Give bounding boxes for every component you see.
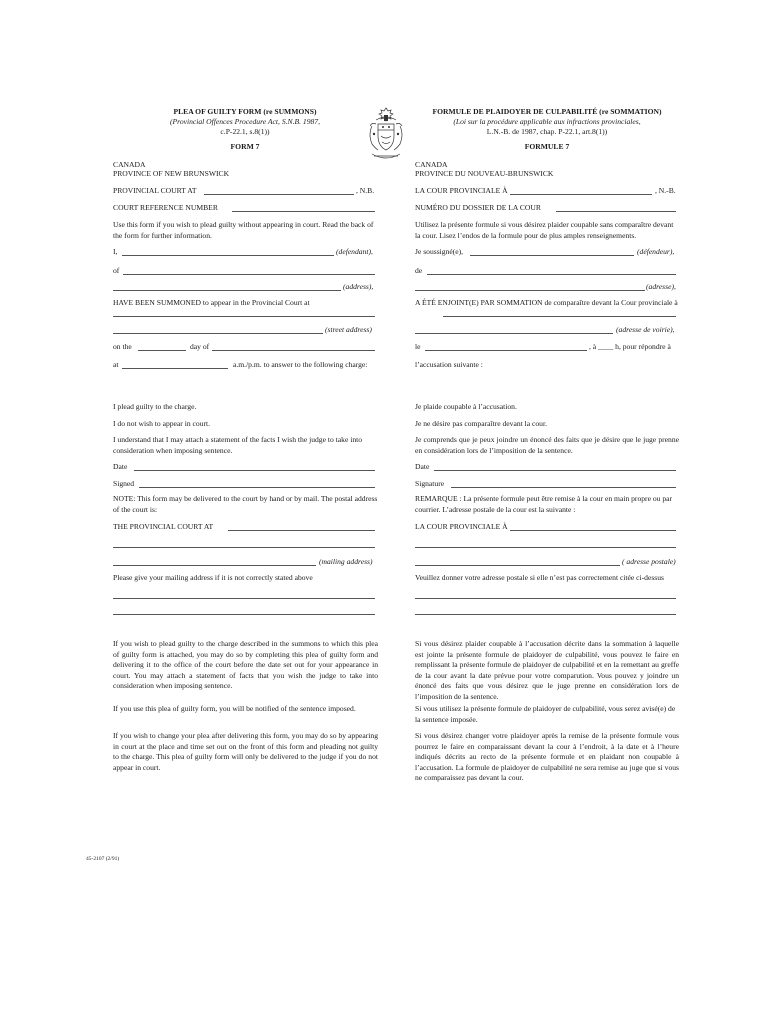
- en-time-line: [122, 368, 228, 369]
- en-own-mailing-line-1: [113, 598, 375, 599]
- en-at-label: at: [113, 360, 119, 369]
- en-mail-court-line: [228, 530, 375, 531]
- en-mailing-note: Please give your mailing address if it is not correctly stated above: [113, 573, 313, 582]
- en-day-line: [138, 350, 186, 351]
- fr-subtitle-line2: L.N.-B. de 1987, chap. P-22.1, art.8(1)): [486, 127, 608, 136]
- fr-signature-line: [451, 487, 676, 488]
- fr-address-line-2: [415, 290, 645, 291]
- new-brunswick-coat-of-arms-icon: [364, 106, 408, 162]
- fr-intro: Utilisez la présente formule si vous désirez plaider coupable sans comparaître devant la cour. Lisez l’endos de la formule pour de plus amples renseignements.: [415, 220, 674, 240]
- fr-court-street-line-2: [415, 333, 613, 334]
- en-mailing-line-2: [113, 565, 316, 566]
- fr-info-2: Si vous utilisez la présente formule de plaidoyer de culpabilité, vous serez avisé(e) de la sentence imposée.: [415, 704, 676, 724]
- fr-court-street-line-1: [443, 316, 676, 317]
- fr-address-label: (adresse),: [646, 282, 676, 291]
- en-mailing-label: (mailing address): [319, 557, 373, 566]
- en-subtitle-line2: c.P-22.1, s.8(1)): [220, 127, 270, 136]
- en-court-street-line-2: [113, 333, 323, 334]
- fr-address-line-1: [427, 274, 676, 275]
- en-date-label: Date: [113, 462, 128, 471]
- fr-date-appearance-line: [425, 350, 587, 351]
- en-intro: Use this form if you wish to plead guilty without appearing in court. Read the back of the form for further information.: [113, 220, 374, 240]
- fr-date-label: Date: [415, 462, 430, 471]
- fr-info-3: Si vous désirez changer votre plaidoyer après la remise de la présente formule vous pourrez le faire en comparaissant devant la cour à l’endroit, à la date et à l’heure indiqués décrits au recto de la présente formule et en plaidant non coupable à l’accusation. La formule de plaidoyer de culpabilité ne sera remise au juge que si vous ne comparaissez pas devant la cour.: [415, 731, 679, 782]
- fr-mailing-line-1: [415, 547, 676, 548]
- en-court-at-caps: THE PROVINCIAL COURT AT: [113, 522, 214, 531]
- fr-court-at-label: LA COUR PROVINCIALE À: [415, 186, 508, 195]
- en-ampm-text: a.m./p.m. to answer to the following charge:: [233, 360, 368, 369]
- fr-canada: CANADA: [415, 160, 448, 169]
- en-summoned: HAVE BEEN SUMMONED to appear in the Provincial Court at: [113, 298, 310, 307]
- fr-le-label: le: [415, 342, 421, 351]
- en-defendant-line: [122, 255, 334, 256]
- en-info-3: If you wish to change your plea after delivering this form, you may do so by appearing in court at the place and time set out on the front of this form and pleading not guilty to the charge. This plea of guilty form will only be delivered to the judge if you do not appear in court.: [113, 731, 378, 772]
- form-code: 45-2107 (2/91): [86, 856, 120, 862]
- en-court-location-line: [204, 194, 354, 195]
- fr-understand: Je comprends que je peux joindre un énoncé des faits que je désire que le juge prenne en considération lors de l’imposition de la sentence.: [415, 435, 679, 455]
- fr-mailing-line-2: [415, 565, 620, 566]
- en-address-line-2: [113, 290, 341, 291]
- en-address-label: (address),: [343, 282, 374, 291]
- en-title: PLEA OF GUILTY FORM (re SUMMONS): [173, 107, 317, 116]
- en-day-of: day of: [190, 342, 210, 351]
- fr-signed-label: Signature: [415, 479, 445, 488]
- fr-province: PROVINCE DU NOUVEAU-BRUNSWICK: [415, 169, 554, 178]
- fr-no-appear: Je ne désire pas comparaître devant la cour.: [415, 419, 547, 428]
- fr-defendant-label: (défendeur),: [637, 247, 675, 256]
- en-of-label: of: [113, 266, 120, 275]
- en-court-ref-line: [232, 211, 375, 212]
- fr-charge-text: l’accusation suivante :: [415, 360, 483, 369]
- fr-street-address-label: (adresse de voirie),: [616, 325, 675, 334]
- fr-mailing-label: ( adresse postale): [622, 557, 676, 566]
- fr-plead-guilty: Je plaide coupable à l’accusation.: [415, 402, 517, 411]
- fr-h-text: , à ____ h, pour répondre à: [589, 342, 671, 351]
- en-date-line: [134, 470, 375, 471]
- en-street-address-label: (street address): [325, 325, 372, 334]
- fr-subtitle-line1: (Loi sur la procédure applicable aux infractions provinciales,: [453, 117, 641, 126]
- fr-note: REMARQUE : La présente formule peut être remise à la cour en main propre ou par courrier. L’adresse postale de la cour est la suivante :: [415, 494, 673, 514]
- en-signature-line: [139, 487, 375, 488]
- en-note: NOTE: This form may be delivered to the court by hand or by mail. The postal address of the court is:: [113, 494, 378, 514]
- fr-date-line: [434, 470, 676, 471]
- fr-info-1: Si vous désirez plaider coupable à l’accusation décrite dans la sommation à laquelle est jointe la présente formule de plaidoyer de culpabilité, vous pouvez le faire en remplissant la présente formule de plaidoyer de culpabilité et en la remettant au greffe de la cour avant la date prévue pour votre comparution. Vous pouvez y joindre un énoncé des faits que vous désirez que le juge prenne en considération lors de l’imposition de la sentence.: [415, 639, 679, 701]
- fr-title: FORMULE DE PLAIDOYER DE CULPABILITÉ (re SOMMATION): [432, 107, 662, 116]
- en-info-1: If you wish to plead guilty to the charge described in the summons to which this plea of guilty form is attached, you may do so by completing this plea of guilty form and delivering it to the office of the court before the date set out for your appearance in court. You may attach a statement of facts that you wish the judge to take into consideration when imposing sentence.: [113, 639, 378, 690]
- fr-own-mailing-line-1: [415, 598, 676, 599]
- fr-mail-court-line: [510, 530, 676, 531]
- en-signed-label: Signed: [113, 479, 135, 488]
- fr-i-label: Je soussigné(e),: [415, 247, 464, 256]
- en-own-mailing-line-2: [113, 614, 375, 615]
- en-court-street-line-1: [113, 316, 375, 317]
- en-province: PROVINCE OF NEW BRUNSWICK: [113, 169, 230, 178]
- en-understand: I understand that I may attach a statement of the facts I wish the judge to take into consideration when imposing sentence.: [113, 435, 363, 455]
- en-subtitle-line1: (Provincial Offences Procedure Act, S.N.B. 1987,: [169, 117, 320, 126]
- en-form-label: FORM 7: [230, 142, 260, 151]
- fr-court-suffix: , N.-B.: [655, 186, 676, 195]
- en-address-line-1: [123, 274, 375, 275]
- fr-of-label: de: [415, 266, 423, 275]
- fr-defendant-line: [470, 255, 634, 256]
- en-on-the: on the: [113, 342, 132, 351]
- en-i-label: I,: [113, 247, 118, 256]
- fr-form-label: FORMULE 7: [524, 142, 570, 151]
- en-court-at-label: PROVINCIAL COURT AT: [113, 186, 197, 195]
- en-defendant-label: (defendant),: [336, 247, 373, 256]
- en-mailing-line-1: [113, 547, 375, 548]
- fr-court-ref-label: NUMÉRO DU DOSSIER DE LA COUR: [415, 203, 541, 212]
- en-no-appear: I do not wish to appear in court.: [113, 419, 211, 428]
- fr-mailing-note: Veuillez donner votre adresse postale si elle n’est pas correctement citée ci-dessus: [415, 573, 665, 582]
- fr-summoned: A ÉTÉ ENJOINT(E) PAR SOMMATION de comparaître devant la Cour provinciale à: [415, 298, 678, 307]
- fr-court-ref-line: [556, 211, 676, 212]
- en-month-line: [212, 350, 375, 351]
- fr-court-at-caps: LA COUR PROVINCIALE À: [415, 522, 508, 531]
- en-canada: CANADA: [113, 160, 146, 169]
- fr-court-location-line: [510, 194, 652, 195]
- en-info-2: If you use this plea of guilty form, you will be notified of the sentence imposed.: [113, 704, 356, 713]
- en-court-ref-label: COURT REFERENCE NUMBER: [113, 203, 218, 212]
- fr-own-mailing-line-2: [415, 614, 676, 615]
- en-plead-guilty: I plead guilty to the charge.: [113, 402, 197, 411]
- en-court-suffix: , N.B.: [356, 186, 375, 195]
